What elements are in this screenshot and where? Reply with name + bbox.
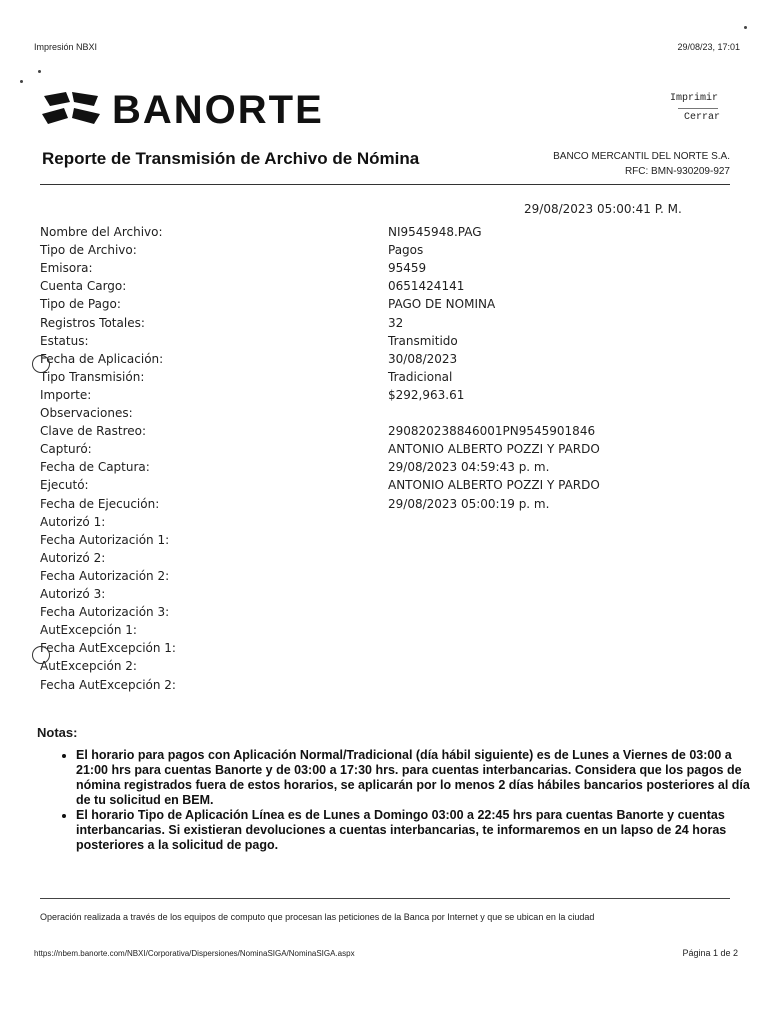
bank-info <box>553 149 730 179</box>
field-label: Fecha AutExcepción 1: <box>40 641 176 655</box>
field-label: Emisora: <box>40 261 93 275</box>
field-value: 29/08/2023 05:00:19 p. m. <box>388 497 550 511</box>
note-item: • El horario para pagos con Aplicación Normal/Tradicional (día hábil siguiente) es de Lunes a Viernes de 03:00 a 21:00 hrs para cuentas Banorte y de 03:00 a 17:30 hrs. para cuentas interbancarias. Considera que los pagos de nómina registrados fuera de estos horarios, se aplicarán por lo menos 2 días hábiles bancarios posteriores al día de tu solicitud en BEM. <box>76 748 756 808</box>
print-header-title: Impresión NBXI <box>34 42 98 52</box>
field-value: Transmitido <box>388 334 458 348</box>
field-label: Capturó: <box>40 442 92 456</box>
field-label: Clave de Rastreo: <box>40 424 147 438</box>
punch-hole <box>32 646 50 664</box>
field-label: Tipo Transmisión: <box>40 370 145 384</box>
field-label: Cuenta Cargo: <box>40 279 127 293</box>
page-url: https://nbem.banorte.com/NBXI/Corporativa/Dispersiones/NominaSIGA/NominaSIGA.aspx <box>34 949 355 958</box>
field-label: Tipo de Archivo: <box>40 243 137 257</box>
field-label: Observaciones: <box>40 406 133 420</box>
field-value: Pagos <box>388 243 424 257</box>
field-label: Fecha AutExcepción 2: <box>40 678 176 692</box>
note-item: • El horario Tipo de Aplicación Línea es de Lunes a Domingo 03:00 a 22:45 hrs para cuentas Banorte y cuentas interbancarias. Si existieran devoluciones a cuentas interbancarias, te informaremos en un lapso de 24 horas posteriores a la solicitud de pago. <box>76 808 756 853</box>
field-value: $292,963.61 <box>388 388 465 402</box>
notes-title: Notas: <box>37 725 78 740</box>
field-value: 30/08/2023 <box>388 352 458 366</box>
field-value: NI9545948.PAG <box>388 225 482 239</box>
field-label: Fecha de Captura: <box>40 460 150 474</box>
print-header-datetime: 29/08/23, 17:01 <box>677 42 740 52</box>
page-title: Reporte de Transmisión de Archivo de Nómina <box>42 149 420 168</box>
bank-rfc: RFC: BMN-930209-927 <box>624 166 730 177</box>
footer-divider <box>40 898 730 899</box>
field-label: Nombre del Archivo: <box>40 225 163 239</box>
notes-list <box>58 748 756 853</box>
field-label: AutExcepción 2: <box>40 659 137 673</box>
banorte-wordmark: BANORTE <box>112 88 324 132</box>
punch-hole <box>32 355 50 373</box>
field-label: Tipo de Pago: <box>40 297 121 311</box>
scan-speck <box>38 70 41 73</box>
scan-speck <box>744 26 747 29</box>
field-value: Tradicional <box>388 370 453 384</box>
field-value: 29/08/2023 04:59:43 p. m. <box>388 460 550 474</box>
action-divider <box>678 108 718 109</box>
footer-note: Operación realizada a través de los equipos de computo que procesan las peticiones de la Banca por Internet y que se ubican en la ciudad <box>40 912 595 922</box>
header-divider <box>40 184 730 185</box>
field-label: Ejecutó: <box>40 478 89 492</box>
field-label: Fecha de Ejecución: <box>40 497 160 511</box>
field-value: 95459 <box>388 261 427 275</box>
bank-name: BANCO MERCANTIL DEL NORTE S.A. <box>553 151 730 162</box>
field-label: Estatus: <box>40 334 89 348</box>
field-value: 290820238846001PN9545901846 <box>388 424 596 438</box>
close-link[interactable]: Cerrar <box>684 112 721 123</box>
field-value: 32 <box>388 316 404 330</box>
banorte-bird-icon <box>40 88 102 132</box>
field-label: Autorizó 2: <box>40 551 106 565</box>
report-timestamp: 29/08/2023 05:00:41 P. M. <box>524 202 682 216</box>
field-label: Fecha Autorización 2: <box>40 569 170 583</box>
field-value: ANTONIO ALBERTO POZZI Y PARDO <box>388 442 600 456</box>
field-value: PAGO DE NOMINA <box>388 297 496 311</box>
field-label: Autorizó 1: <box>40 515 106 529</box>
field-label: Autorizó 3: <box>40 587 106 601</box>
field-value: ANTONIO ALBERTO POZZI Y PARDO <box>388 478 600 492</box>
field-label: Registros Totales: <box>40 316 145 330</box>
field-value: 0651424141 <box>388 279 465 293</box>
field-label: Fecha Autorización 3: <box>40 605 170 619</box>
page-number: Página 1 de 2 <box>682 948 738 958</box>
field-label: Fecha Autorización 1: <box>40 533 170 547</box>
scan-speck <box>20 80 23 83</box>
print-link[interactable]: Imprimir <box>670 93 719 104</box>
banorte-logo <box>40 88 324 132</box>
field-label: Importe: <box>40 388 92 402</box>
field-label: AutExcepción 1: <box>40 623 137 637</box>
field-label: Fecha de Aplicación: <box>40 352 164 366</box>
